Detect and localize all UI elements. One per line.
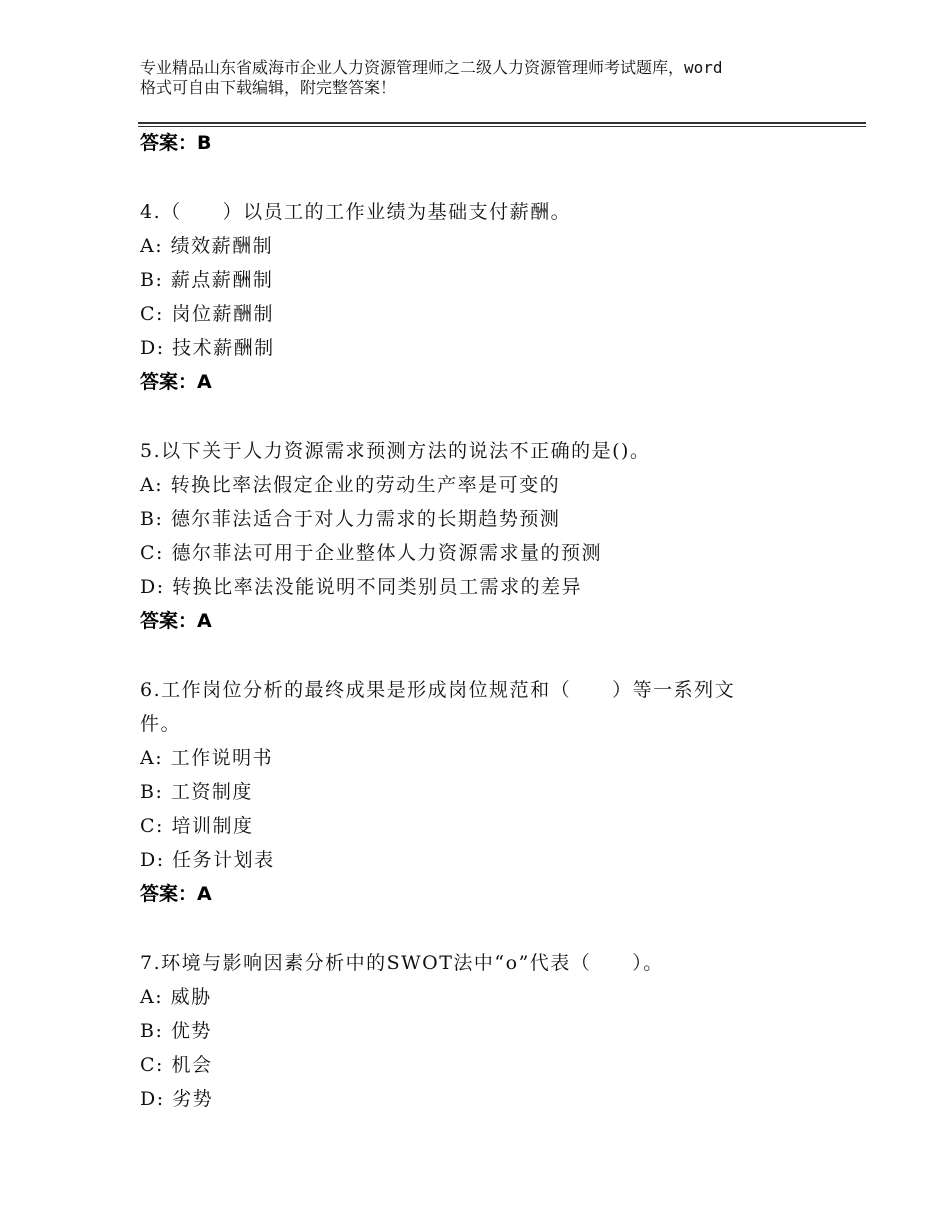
question-6-option-c: C: 培训制度 xyxy=(140,815,254,837)
header-line-2: 格式可自由下载编辑，附完整答案！ xyxy=(140,78,397,97)
question-7-option-b: B: 优势 xyxy=(140,1020,212,1042)
question-7-option-d: D: 劣势 xyxy=(140,1088,214,1110)
question-4-option-d: D: 技术薪酬制 xyxy=(140,337,275,359)
previous-answer: 答案：B xyxy=(140,132,212,154)
header-line-1: 专业精品山东省威海市企业人力资源管理师之二级人力资源管理师考试题库，word xyxy=(140,58,723,77)
question-6-stem-line-1: 6.工作岗位分析的最终成果是形成岗位规范和（ ）等一系列文 xyxy=(140,679,736,701)
question-5-option-d: D: 转换比率法没能说明不同类别员工需求的差异 xyxy=(140,576,583,598)
question-5-answer: 答案：A xyxy=(140,610,212,632)
question-5-stem: 5.以下关于人力资源需求预测方法的说法不正确的是()。 xyxy=(140,440,651,462)
header-divider-thick xyxy=(138,122,866,124)
question-4-option-b: B: 薪点薪酬制 xyxy=(140,269,274,291)
question-7-stem: 7.环境与影响因素分析中的SWOT法中“o”代表（ ）。 xyxy=(140,952,664,974)
question-4-stem: 4.（ ）以员工的工作业绩为基础支付薪酬。 xyxy=(140,201,572,223)
question-7-option-c: C: 机会 xyxy=(140,1054,213,1076)
question-4-option-a: A: 绩效薪酬制 xyxy=(140,235,274,257)
question-5-option-c: C: 德尔菲法可用于企业整体人力资源需求量的预测 xyxy=(140,542,602,564)
header-divider-thin xyxy=(138,126,866,127)
question-7-option-a: A: 威胁 xyxy=(140,986,212,1008)
question-6-option-b: B: 工资制度 xyxy=(140,781,253,803)
document-header xyxy=(140,58,840,98)
question-5-option-b: B: 德尔菲法适合于对人力需求的长期趋势预测 xyxy=(140,508,561,530)
question-4-answer: 答案：A xyxy=(140,371,212,393)
question-6-answer: 答案：A xyxy=(140,883,212,905)
question-6-option-a: A: 工作说明书 xyxy=(140,747,274,769)
question-6-stem-line-2: 件。 xyxy=(140,713,182,735)
question-6-option-d: D: 任务计划表 xyxy=(140,849,275,871)
question-5-option-a: A: 转换比率法假定企业的劳动生产率是可变的 xyxy=(140,474,561,496)
question-4-option-c: C: 岗位薪酬制 xyxy=(140,303,274,325)
